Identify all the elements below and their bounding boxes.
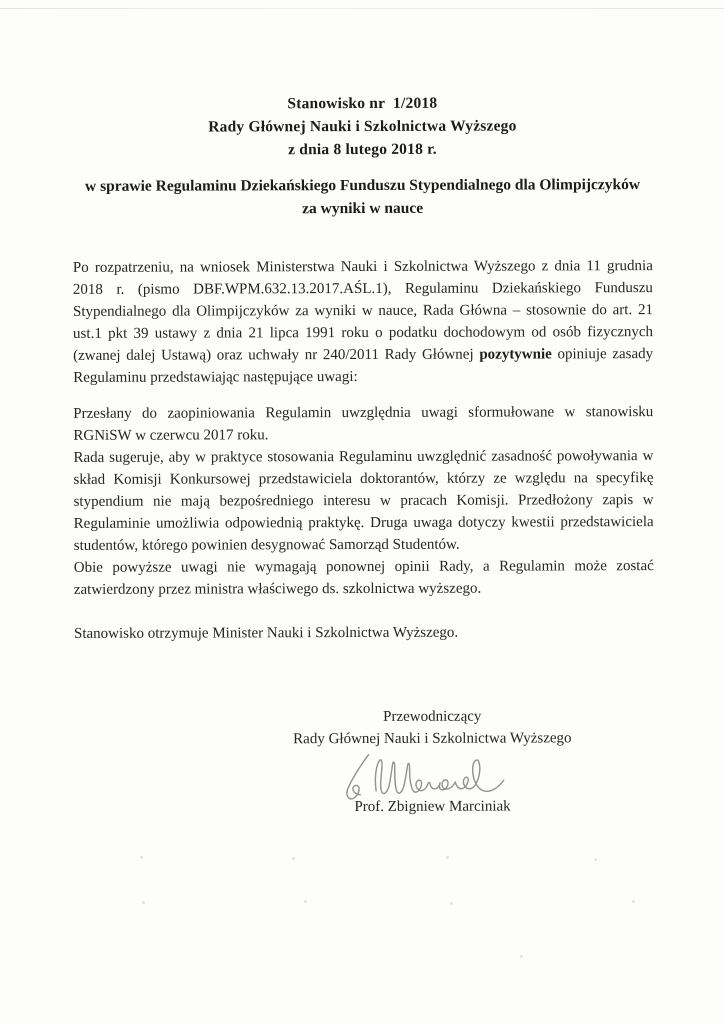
scan-speck bbox=[450, 902, 453, 905]
paragraph-intro-text: Po rozpatrzeniu, na wniosek Ministerstwa Nauki i Szkolnictwa Wyższego z dnia 11 grudnia 2018 r. (pismo DBF.WPM.632.13.2017.AŚL.1), Regulaminu Dziekańskiego Funduszu Stypendialnego dla Olimpijczyków za wyniki w nauce, Rada Główna – stosownie do art. 21 ust.1 pkt 39 ustawy z dnia 21 lipca 1991 roku o podatku dochodowym od osób fizycznych (zwanej dalej Ustawą) oraz uchwały nr 240/2011 Rady Głównej bbox=[72, 258, 654, 364]
signatory-role-line-1: Przewodniczący bbox=[383, 708, 482, 725]
scan-speck bbox=[446, 856, 449, 859]
paragraph-intro-bold-word: pozytywnie bbox=[479, 346, 552, 363]
title-line-3: z dnia 8 lutego 2018 r. bbox=[288, 140, 437, 159]
paragraph-recipient: Stanowisko otrzymuje Minister Nauki i Szkolnictwa Wyższego. bbox=[73, 624, 459, 642]
subject-line-1: w sprawie Regulaminu Dziekańskiego Funduszu Stypendialnego dla Olimpijczyków bbox=[85, 176, 641, 195]
paragraph-remark-1: Przesłany do zaopiniowania Regulamin uwzględnia uwagi sformułowane w stanowisku RGNiSW w czerwcu 2017 roku. bbox=[73, 404, 654, 444]
paragraph-intro-tail: opiniuje zasady Regulaminu przedstawiając następujące uwagi: bbox=[73, 346, 654, 386]
paragraph-remark-2: Rada sugeruje, aby w praktyce stosowania Regulaminu uwzględnić zasadność powoływania w skład Komisji Konkursowej przedstawiciela doktorantów, którzy ze względu na specyfikę stypendium nie mają bezpośredniego interesu w pracach Komisji. Przedłożony zapis w Regulaminie umożliwia odpowiednią praktykę. Druga uwaga dotyczy kwestii przedstawiciela studentów, którego powinien desygnować Samorząd Studentów. bbox=[73, 448, 654, 554]
scan-speck bbox=[594, 858, 597, 861]
document-content bbox=[72, 0, 655, 819]
title-line-1: Stanowisko nr 1/2018 bbox=[287, 94, 438, 113]
handwritten-signature-icon bbox=[331, 747, 545, 808]
title-line-2: Rady Głównej Nauki i Szkolnictwa Wyższego bbox=[208, 117, 517, 136]
document-title bbox=[72, 91, 652, 162]
document-body bbox=[73, 255, 654, 645]
scan-speck bbox=[632, 900, 635, 903]
paragraph-conclusion: Obie powyższe uwagi nie wymagają ponownej opinii Rady, a Regulamin może zostać zatwierdzony przez ministra właściwego ds. szkolnictwa wyższego. bbox=[73, 558, 654, 598]
scan-speck bbox=[142, 901, 145, 904]
scan-speck bbox=[292, 857, 295, 860]
scan-speck bbox=[304, 900, 307, 903]
signatory-name: Prof. Zbigniew Marciniak bbox=[354, 798, 511, 816]
scan-speck bbox=[520, 955, 523, 958]
signature-block bbox=[252, 705, 612, 818]
document-subject bbox=[73, 173, 653, 221]
scan-speck bbox=[140, 856, 143, 859]
signatory-role-line-2: Rady Głównej Nauki i Szkolnictwa Wyższego bbox=[293, 730, 572, 748]
paragraph-intro bbox=[73, 255, 653, 389]
subject-line-2: za wyniki w nauce bbox=[302, 199, 424, 218]
